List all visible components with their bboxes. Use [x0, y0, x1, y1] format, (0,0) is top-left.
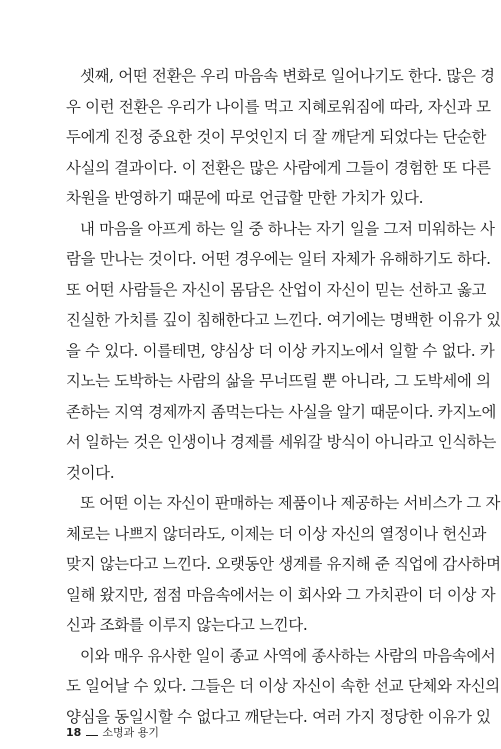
running-title: 소명과 용기 — [102, 726, 159, 739]
body-line: 일해 왔지만, 점점 마음속에서는 이 회사와 그 가치관이 더 이상 자 — [66, 586, 496, 604]
body-line: 우 이런 전환은 우리가 나이를 먹고 지혜로워짐에 따라, 자신과 모 — [66, 98, 491, 116]
body-line: 체로는 나쁘지 않더라도, 이제는 더 이상 자신의 열정이나 헌신과 — [66, 525, 487, 543]
body-line: 내 마음을 아프게 하는 일 중 하나는 자기 일을 그저 미워하는 사 — [80, 220, 495, 238]
body-line: 람을 만나는 것이다. 어떤 경우에는 일터 자체가 유해하기도 하다. — [66, 250, 491, 268]
body-line: 이와 매우 유사한 일이 종교 사역에 종사하는 사람의 마음속에서 — [80, 647, 496, 665]
body-line: 것이다. — [66, 464, 115, 482]
page-number: 18 — [66, 726, 82, 739]
footer-separator — [86, 735, 98, 736]
body-line: 맞지 않는다고 느낀다. 오랫동안 생계를 유지해 준 직업에 감사하며 — [66, 555, 501, 573]
body-line: 서 일하는 것은 인생이나 경제를 세워갈 방식이 아니라고 인식하는 — [66, 433, 497, 451]
body-line: 또 어떤 사람들은 자신이 몸담은 산업이 자신이 믿는 선하고 옳고 — [66, 281, 487, 299]
body-line: 두에게 진정 중요한 것이 무엇인지 더 잘 깨닫게 되었다는 단순한 — [66, 128, 487, 146]
body-line: 존하는 지역 경제까지 좀먹는다는 사실을 알기 때문이다. 카지노에 — [66, 403, 497, 421]
body-line: 도 일어날 수 있다. 그들은 더 이상 자신이 속한 선교 단체와 자신의 — [66, 677, 500, 695]
body-line: 신과 조화를 이루지 않는다고 느낀다. — [66, 616, 308, 634]
page-footer — [66, 726, 159, 740]
body-line: 또 어떤 이는 자신이 판매하는 제품이나 제공하는 서비스가 그 자 — [80, 494, 501, 512]
body-line: 지노는 도박하는 사람의 삶을 무너뜨릴 뿐 아니라, 그 도박세에 의 — [66, 372, 491, 390]
body-line: 진실한 가치를 깊이 침해한다고 느낀다. 여기에는 명백한 이유가 있 — [66, 311, 501, 329]
body-line: 양심을 동일시할 수 없다고 깨닫는다. 여러 가지 정당한 이유가 있 — [66, 708, 491, 726]
body-line: 셋째, 어떤 전환은 우리 마음속 변화로 일어나기도 한다. 많은 경 — [80, 67, 495, 85]
body-line: 차원을 반영하기 때문에 따로 언급할 만한 가치가 있다. — [66, 189, 424, 207]
body-line: 사실의 결과이다. 이 전환은 많은 사람에게 그들이 경험한 또 다른 — [66, 159, 491, 177]
body-line: 을 수 있다. 이를테면, 양심상 더 이상 카지노에서 일할 수 없다. 카 — [66, 342, 495, 360]
